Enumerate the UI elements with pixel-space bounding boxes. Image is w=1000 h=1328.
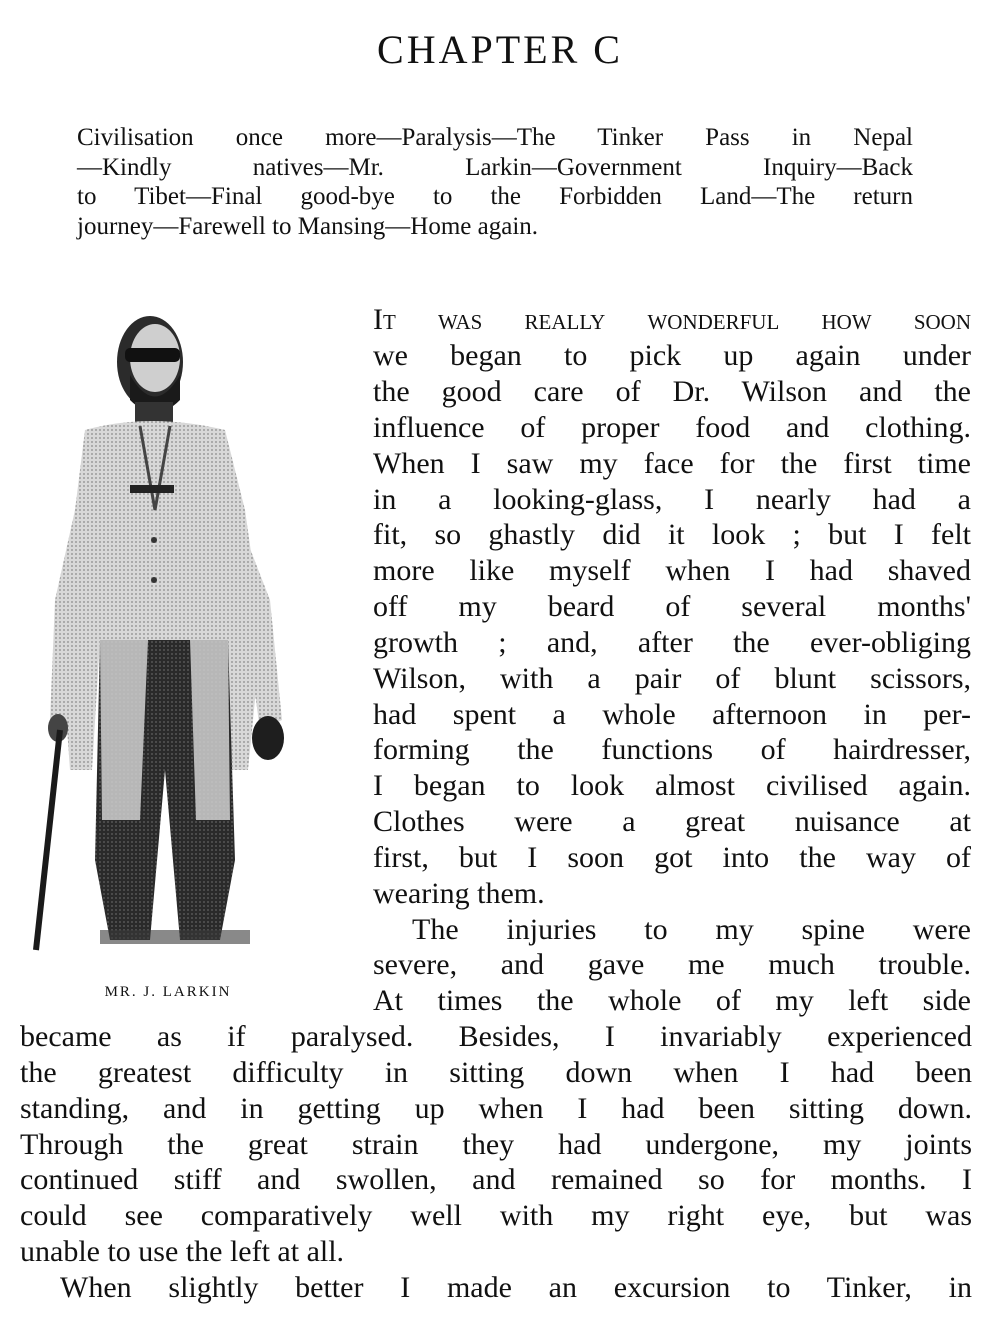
- body-line: growth ; and, after the ever-obliging: [373, 626, 971, 659]
- photo-caption: MR. J. LARKIN: [104, 984, 232, 1000]
- body-line: When slightly better I made an excursion to Tinker, in: [60, 1271, 972, 1304]
- body-line: unable to use the left at all.: [20, 1235, 345, 1268]
- body-line: The injuries to my spine were: [412, 913, 971, 946]
- body-line: influence of proper food and clothing.: [373, 411, 971, 444]
- body-line: At times the whole of my left side: [373, 984, 971, 1017]
- body-line: more like myself when I had shaved: [373, 554, 971, 587]
- body-line: became as if paralysed. Besides, I invariably experienced: [20, 1020, 972, 1053]
- body-line: in a looking-glass, I nearly had a: [373, 483, 971, 516]
- body-line: standing, and in getting up when I had been sitting down.: [20, 1092, 972, 1125]
- body-line: I began to look almost civilised again.: [373, 769, 971, 802]
- body-line: had spent a whole afternoon in per-: [373, 698, 971, 731]
- body-line: the good care of Dr. Wilson and the: [373, 375, 971, 408]
- synopsis-line: —Kindly natives—Mr. Larkin—Government Inquiry—Back: [77, 153, 913, 181]
- synopsis-line: journey—Farewell to Mansing—Home again.: [77, 212, 539, 240]
- chapter-title: CHAPTER C: [377, 27, 623, 72]
- portrait-photo: [30, 300, 306, 960]
- body-line: wearing them.: [373, 877, 545, 910]
- body-line: could see comparatively well with my right eye, but was: [20, 1199, 972, 1232]
- body-line: forming the functions of hairdresser,: [373, 733, 971, 766]
- body-line: first, but I soon got into the way of: [373, 841, 971, 874]
- body-line: the greatest difficulty in sitting down when I had been: [20, 1056, 972, 1089]
- body-line: Wilson, with a pair of blunt scissors,: [373, 662, 971, 695]
- body-line: fit, so ghastly did it look ; but I felt: [373, 518, 971, 551]
- body-line: When I saw my face for the first time: [373, 447, 971, 480]
- body-line: off my beard of several months': [373, 590, 971, 623]
- chapter-synopsis: [77, 123, 913, 241]
- synopsis-line: Civilisation once more—Paralysis—The Tinker Pass in Nepal: [77, 124, 913, 151]
- body-line: severe, and gave me much trouble.: [373, 948, 971, 981]
- body-line: Through the great strain they had undergone, my joints: [20, 1128, 972, 1161]
- body-line: continued stiff and swollen, and remained so for months. I: [20, 1163, 972, 1196]
- body-line: we began to pick up again under: [373, 339, 971, 372]
- body-line: Clothes were a great nuisance at: [373, 805, 971, 838]
- body-line: It was really wonderful how soon: [373, 303, 971, 336]
- synopsis-line: to Tibet—Final good-bye to the Forbidden Land—The return: [77, 183, 913, 210]
